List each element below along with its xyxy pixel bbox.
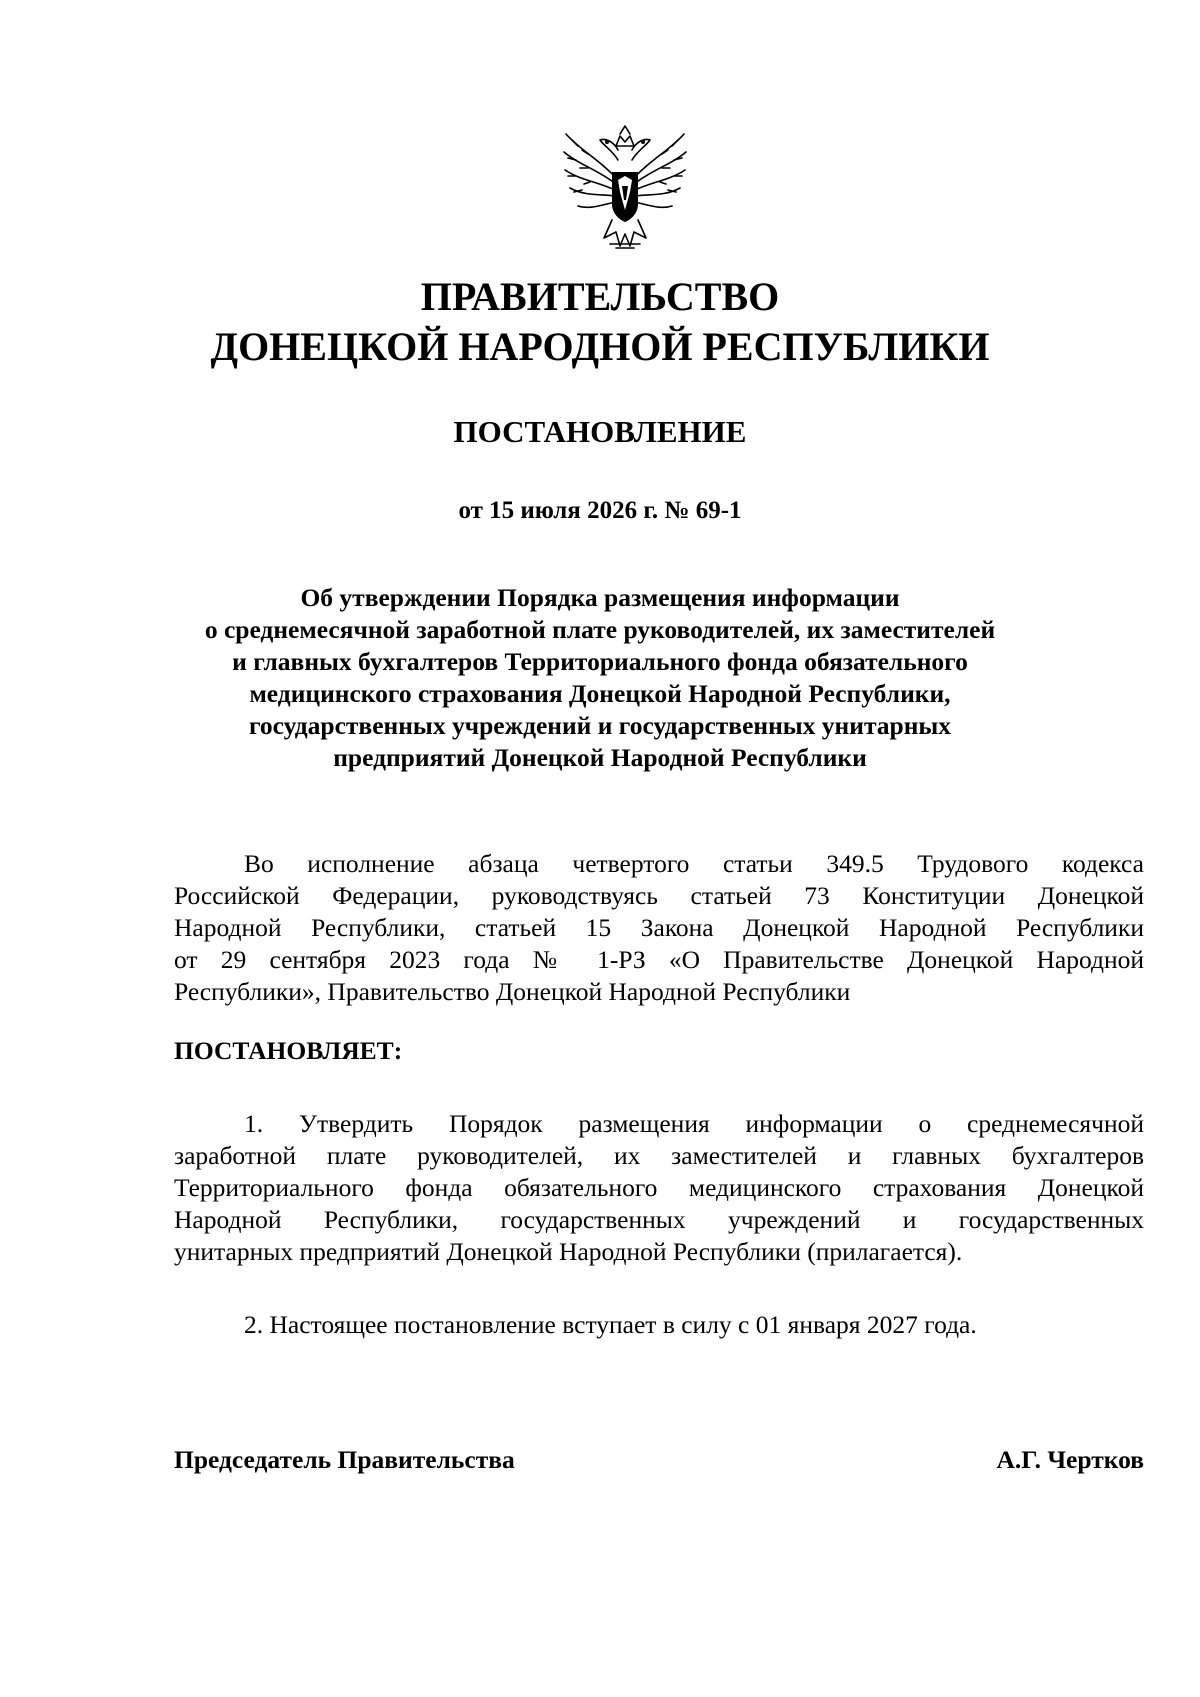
subject-line: медицинского страхования Донецкой Народной Республики, xyxy=(249,679,951,708)
double-headed-eagle-emblem-icon xyxy=(560,120,690,255)
item-1-line: унитарных предприятий Донецкой Народной Республики (прилагается). xyxy=(174,1237,963,1266)
preamble-paragraph xyxy=(174,848,1144,1008)
document-subject xyxy=(0,582,1200,774)
item-1-line: заработной плате руководителей, их заместителей и главных бухгалтеров xyxy=(174,1141,1144,1170)
document-type: ПОСТАНОВЛЕНИЕ xyxy=(453,414,747,449)
resolves-heading: ПОСТАНОВЛЯЕТ: xyxy=(174,1036,403,1065)
subject-line: Об утверждении Порядка размещения информации xyxy=(300,583,900,612)
subject-line: и главных бухгалтеров Территориального фонда обязательного xyxy=(232,647,968,676)
preamble-line: Российской Федерации, руководствуясь статьей 73 Конституции Донецкой xyxy=(174,881,1144,910)
document-date-number: от 15 июля 2026 г. № 69-1 xyxy=(458,497,742,524)
item-1-line: 1. Утвердить Порядок размещения информации о среднемесячной xyxy=(244,1109,1144,1138)
item-1-paragraph xyxy=(174,1108,1144,1268)
subject-line: предприятий Донецкой Народной Республики xyxy=(333,743,867,772)
government-title-line-1: ПРАВИТЕЛЬСТВО xyxy=(420,274,780,319)
preamble-line: Во исполнение абзаца четвертого статьи 349.5 Трудового кодекса xyxy=(244,849,1144,878)
item-1-line: Народной Республики, государственных учреждений и государственных xyxy=(174,1205,1144,1234)
signatory-position: Председатель Правительства xyxy=(174,1445,515,1474)
government-title-line-2: ДОНЕЦКОЙ НАРОДНОЙ РЕСПУБЛИКИ xyxy=(210,324,990,369)
item-2-paragraph: 2. Настоящее постановление вступает в силу с 01 января 2027 года. xyxy=(244,1310,977,1339)
preamble-line: от 29 сентября 2023 года № 1-РЗ «О Правительстве Донецкой Народной xyxy=(174,945,1144,974)
preamble-line: Республики», Правительство Донецкой Народной Республики xyxy=(174,977,851,1006)
subject-line: государственных учреждений и государственных унитарных xyxy=(248,711,952,740)
government-title xyxy=(0,272,1200,372)
subject-line: о среднемесячной заработной плате руководителей, их заместителей xyxy=(204,615,996,644)
preamble-line: Народной Республики, статьей 15 Закона Донецкой Народной Республики xyxy=(174,913,1144,942)
item-1-line: Территориального фонда обязательного медицинского страхования Донецкой xyxy=(174,1173,1144,1202)
signatory-name: А.Г. Чертков xyxy=(996,1445,1144,1474)
